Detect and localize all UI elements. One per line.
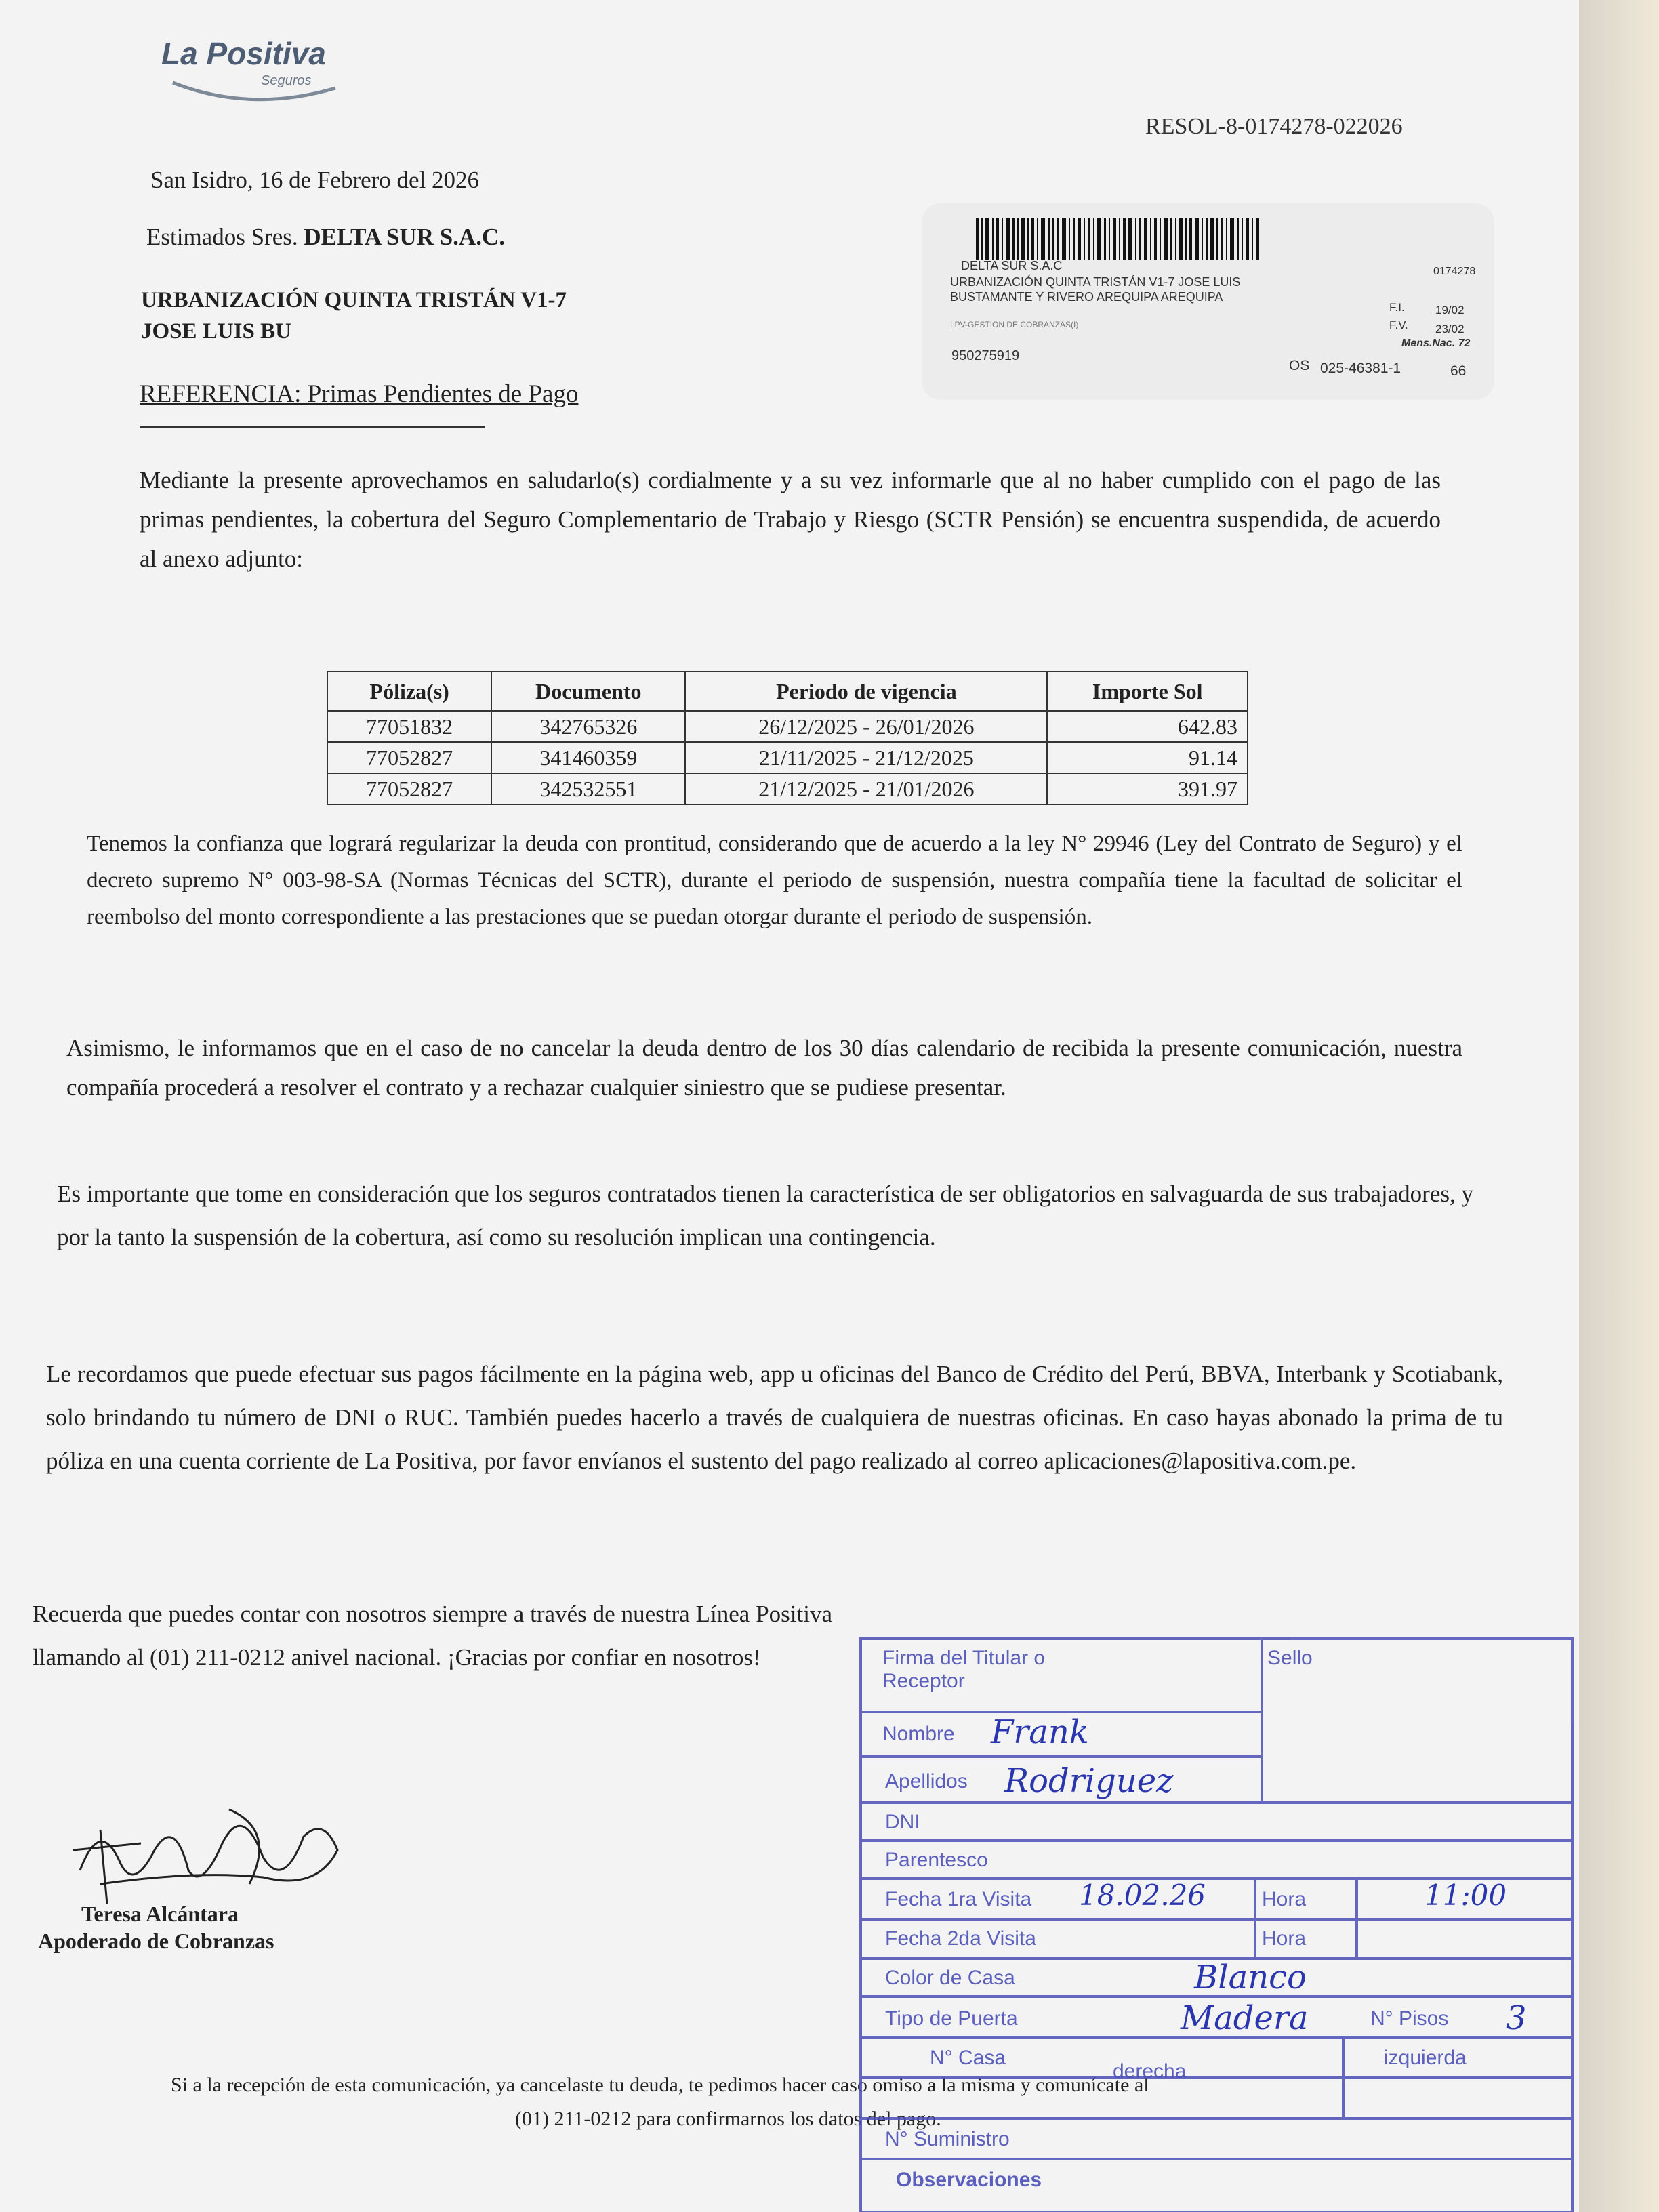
label-fi-label: F.I. [1389,301,1405,314]
footer-line-2: (01) 211-0212 para confirmarnos los datos del pago. [515,2108,941,2130]
greeting-prefix: Estimados Sres. [146,224,298,250]
stamp-grid-icon [855,1633,1579,2212]
logo-swoosh-icon [169,76,339,110]
address-line-1: URBANIZACIÓN QUINTA TRISTÁN V1-7 [141,288,567,312]
label-code: 0174278 [1433,266,1476,277]
label-address-line-2: BUSTAMANTE Y RIVERO AREQUIPA AREQUIPA [950,290,1223,304]
label-fv-value: 23/02 [1435,323,1465,335]
period-cell: 21/12/2025 - 21/01/2026 [685,773,1047,804]
document-cell: 342765326 [491,711,685,742]
stamp-izquierda-label: izquierda [1384,2047,1467,2069]
address-line-2: JOSE LUIS BU [141,319,291,344]
background-paper-edge [1579,0,1659,2212]
paragraph-contact: Recuerda que puedes contar con nosotros siempre a través de nuestra Línea Positiva llamando al (01) 211-0212 anivel nacional. ¡Gracias por confiar en nosotros! [33,1601,832,1671]
stamp-apellidos-value: Rodriguez [1004,1762,1174,1800]
stamp-nombre-value: Frank [991,1713,1089,1751]
pending-premiums-table [327,671,1248,805]
letter-date: San Isidro, 16 de Febrero del 2026 [150,167,480,193]
column-header: Documento [491,672,685,711]
table-row [327,773,1248,804]
label-department: LPV-GESTION DE COBRANZAS(I) [950,320,1079,329]
stamp-color-value: Blanco [1194,1959,1307,1996]
stamp-fecha1-value: 18.02.26 [1079,1879,1206,1912]
label-fi-value: 19/02 [1435,304,1465,316]
paragraph-intro: Mediante la presente aprovechamos en saludarlo(s) cordialmente y a su vez informarle que al no haber cumplido con el pago de las primas pendientes, la cobertura del Seguro Complementario de Trabajo y Riesgo (SCTR Pensión) se encuentra suspendida, de acuerdo al anexo adjunto: [140,467,1441,572]
document-cell: 341460359 [491,742,685,773]
stamp-nombre-label: Nombre [882,1723,955,1745]
resolution-code: RESOL-8-0174278-022026 [1145,114,1403,139]
delivery-stamp [855,1633,1628,2212]
label-address-line-1: URBANIZACIÓN QUINTA TRISTÁN V1-7 JOSE LUIS [950,275,1241,289]
stamp-parentesco-label: Parentesco [885,1849,988,1871]
label-name: DELTA SUR S.A.C [961,259,1063,272]
stamp-fecha2-label: Fecha 2da Visita [885,1927,1036,1950]
paragraph-deadline: Asimismo, le informamos que en el caso de no cancelar la deuda dentro de los 30 días calendario de recibida la presente comunicación, nuestra compañía procederá a resolver el contrato y a rechazar cualquier siniestro que se pudiese presentar. [66,1035,1462,1101]
label-os-number: 66 [1450,363,1467,379]
reference-line: REFERENCIA: Primas Pendientes de Pago [140,380,579,408]
stamp-observaciones-label: Observaciones [896,2169,1042,2191]
table-header-row [327,672,1248,711]
amount-cell: 391.97 [1047,773,1248,804]
company-logo: La Positiva [161,36,326,71]
stamp-firma-label: Firma del Titular o Receptor [882,1647,1046,1692]
policy-cell: 77051832 [327,711,491,742]
document-cell: 342532551 [491,773,685,804]
footer-line-1: Si a la recepción de esta comunicación, ya cancelaste tu deuda, te pedimos hacer caso omiso a la misma y comunícate al [171,2074,1149,2096]
table-row [327,711,1248,742]
recipient-name: DELTA SUR S.A.C. [304,224,505,250]
label-fv-label: F.V. [1389,319,1408,331]
label-os-value: 025-46381-1 [1320,361,1401,376]
stamp-sello-label: Sello [1267,1647,1313,1669]
paragraph-payment: Le recordamos que puede efectuar sus pagos fácilmente en la página web, app u oficinas del Banco de Crédito del Perú, BBVA, Interbank y Scotiabank, solo brindando tu número de DNI o RUC. También puedes hacerlo a través de cualquiera de nuestras oficinas. En caso hayas abonado la prima de tu póliza en una cuenta corriente de La Positiva, por favor envíanos el sustento del pago realizado al correo aplicaciones@lapositiva.com.pe. [46,1361,1503,1474]
table-row [327,742,1248,773]
label-mens: Mens.Nac. 72 [1401,337,1471,349]
recipient-address [141,285,567,347]
stamp-suministro-label: N° Suministro [885,2128,1010,2150]
policy-cell: 77052827 [327,773,491,804]
amount-cell: 91.14 [1047,742,1248,773]
stamp-fecha1-label: Fecha 1ra Visita [885,1888,1032,1910]
column-header: Importe Sol [1047,672,1248,711]
column-header: Póliza(s) [327,672,491,711]
stamp-pisos-value: 3 [1506,1999,1527,2037]
stamp-tipo-value: Madera [1181,1999,1309,2037]
stamp-color-label: Color de Casa [885,1967,1015,1989]
stamp-pisos-label: N° Pisos [1370,2007,1449,2030]
amount-cell: 642.83 [1047,711,1248,742]
greeting [146,224,505,251]
policy-cell: 77052827 [327,742,491,773]
reference-underline [140,426,485,428]
label-os-label: OS [1289,358,1310,373]
label-phone: 950275919 [951,348,1020,363]
stamp-dni-label: DNI [885,1811,920,1833]
stamp-hora-value: 11:00 [1425,1879,1507,1912]
column-header: Periodo de vigencia [685,672,1047,711]
barcode-icon [976,218,1261,260]
company-logo-subtitle: Seguros [261,73,312,88]
mailing-label [922,203,1494,400]
period-cell: 26/12/2025 - 26/01/2026 [685,711,1047,742]
stamp-hora2-label: Hora [1262,1927,1307,1950]
stamp-hora-label: Hora [1262,1888,1307,1910]
signer-name: Teresa Alcántara [81,1902,239,1926]
stamp-derecha-label: derecha [1113,2060,1187,2083]
paragraph-obligatory: Es importante que tome en consideración que los seguros contratados tienen la característica de ser obligatorios en salvaguarda de sus trabajadores, y por la tanto la suspensión de la cobertura, así como su resolución implican una contingencia. [57,1181,1473,1250]
stamp-apellidos-label: Apellidos [885,1770,968,1793]
stamp-tipo-label: Tipo de Puerta [885,2007,1018,2030]
stamp-nro-casa-label: N° Casa [930,2047,1006,2069]
period-cell: 21/11/2025 - 21/12/2025 [685,742,1047,773]
signer-role: Apoderado de Cobranzas [38,1929,274,1953]
paragraph-legal: Tenemos la confianza que logrará regularizar la deuda con prontitud, considerando que de acuerdo a la ley N° 29946 (Ley del Contrato de Seguro) y el decreto supremo N° 003-98-SA (Normas Técnicas del SCTR), durante el periodo de suspensión, nuestra compañía tiene la facultad de solicitar el reembolso del monto correspondiente a las prestaciones que se puedan otorgar durante el periodo de suspensión. [87,832,1462,929]
